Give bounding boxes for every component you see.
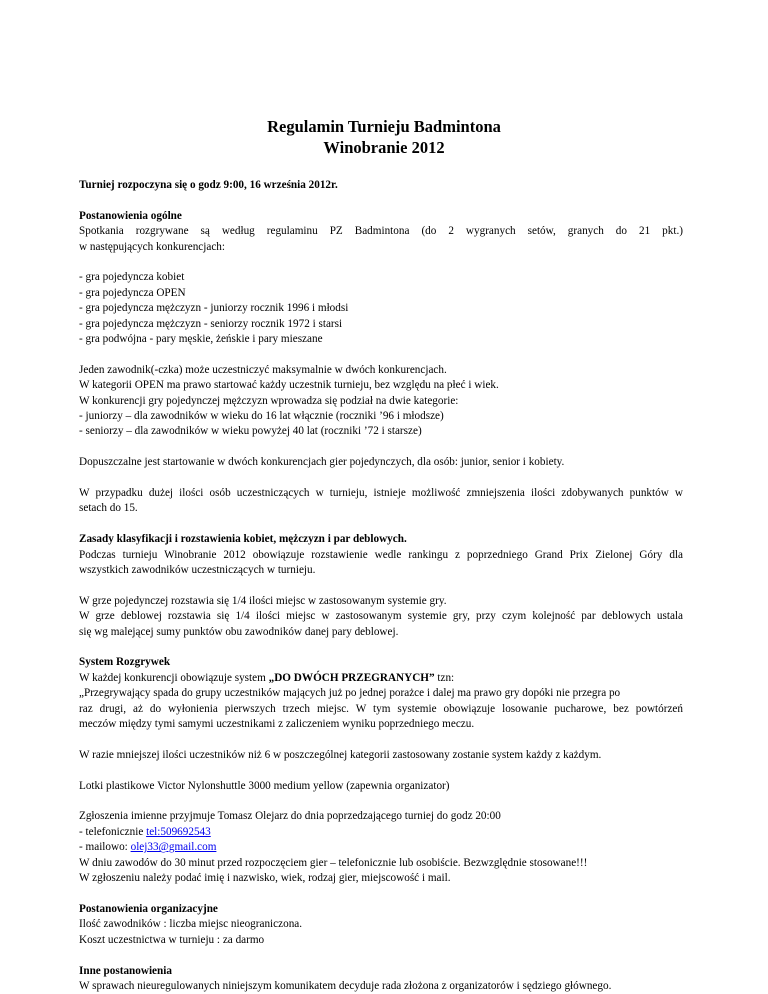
organization-fee: Koszt uczestnictwa w turnieju : za darmo [79,933,265,946]
phone-prefix: - telefonicznie [79,825,147,838]
registration-required: W zgłoszeniu należy podać imię i nazwisko, wiek, rodzaj gier, miejscowość i mail. [79,872,451,885]
rule-line: Jeden zawodnik(-czka) może uczestniczyć maksymalnie w dwóch konkurencjach. [79,363,447,376]
registration-same-day: W dniu zawodów do 30 minut przed rozpoczęciem gier – telefonicznie lub osobiście. Bezwzględnie stosowane!!! [79,856,588,869]
section-other [79,964,683,994]
registration-mail [79,840,683,855]
system-line-4: meczów między tymi samymi uczestnikami z zaliczeniem wyniku poprzedniego meczu. [79,718,475,731]
list-item: - gra pojedyncza OPEN [79,286,186,299]
general-intro-1: Spotkania rozgrywane są według regulaminu PZ Badmintona (do 2 wygranych setów, granych do 21 pkt.) [79,225,683,238]
document-title [0,116,768,158]
system-intro-suffix: tzn: [434,671,455,684]
section-registration [79,809,683,886]
points-line-1: W przypadku dużej ilości osób uczestniczących w turnieju, istnieje możliwość zmniejszenia ilości zdobywanych punktów w [79,487,683,500]
seeding-heading: Zasady klasyfikacji i rozstawienia kobiet, mężczyzn i par deblowych. [79,533,407,546]
title-line-1: Regulamin Turnieju Badmintona [267,117,501,136]
system-intro-prefix: W każdej konkurencji obowiązuje system [79,671,269,684]
general-heading: Postanowienia ogólne [79,209,182,222]
registration-phone [79,825,683,840]
email-link[interactable]: olej33@gmail.com [130,841,217,854]
general-intro-2: w następujących konkurencjach: [79,240,226,253]
section-system [79,655,683,732]
section-organization [79,902,683,948]
mail-prefix: - mailowo: [79,841,131,854]
seeding-rules [79,594,683,640]
system-line-2: „Przegrywający spada do grupy uczestników mających już po jednej porażce i dalej ma prawo gry dopóki nie przegra po [79,687,621,700]
title-line-2: Winobranie 2012 [323,138,445,157]
list-item: - gra pojedyncza mężczyzn - juniorzy rocznik 1996 i młodsi [79,302,349,315]
system-intro [79,671,683,686]
seeding-doubles-1: W grze deblowej rozstawia się 1/4 ilości miejsc w zastosowanym systemie gry, przy czym kolejność par deblowych ustala [79,610,683,623]
registration-line-1: Zgłoszenia imienne przyjmuje Tomasz Olejarz do dnia poprzedzającego turniej do godz 20:00 [79,810,501,823]
section-seeding [79,532,683,578]
category-list [79,270,683,347]
seeding-line-1: Podczas turnieju Winobranie 2012 obowiązuje rozstawienie wedle rankingu z poprzedniego Grand Prix Zielonej Góry dla [79,548,683,561]
small-categories-note: W razie mniejszej ilości uczestników niż 6 w poszczególnej kategorii zastosowany zostanie system każdy z każdym. [79,748,602,761]
double-start-note: Dopuszczalne jest startowanie w dwóch konkurencjach gier pojedynczych, dla osób: junior, senior i kobiety. [79,456,565,469]
rule-line: - seniorzy – dla zawodników w wieku powyżej 40 lat (roczniki ’72 i starsze) [79,425,422,438]
other-heading: Inne postanowienia [79,964,172,977]
document-body [79,178,683,994]
organization-limit: Ilość zawodników : liczba miejsc nieograniczona. [79,918,303,931]
other-text: W sprawach nieuregulowanych niniejszym komunikatem decyduje rada złożona z organizatorów i sędziego głównego. [79,979,612,992]
start-time: Turniej rozpoczyna się o godz 9:00, 16 września 2012r. [79,179,338,191]
system-line-3: raz drugi, aż do wyłonienia pierwszych trzech miejsc. W tym systemie obowiązuje losowanie pucharowe, bez powtórzeń [79,702,683,715]
seeding-singles: W grze pojedynczej rozstawia się 1/4 ilości miejsc w zastosowanym systemie gry. [79,594,447,607]
points-line-2: setach do 15. [79,502,138,515]
organization-heading: Postanowienia organizacyjne [79,902,218,915]
phone-link[interactable]: tel:509692543 [146,825,211,838]
list-item: - gra pojedyncza mężczyzn - seniorzy rocznik 1972 i starsi [79,317,343,330]
list-item: - gra pojedyncza kobiet [79,271,185,284]
points-note [79,486,683,517]
rule-line: W konkurencji gry pojedynczej mężczyzn wprowadza się podział na dwie kategorie: [79,394,459,407]
section-general [79,209,683,255]
rule-line: - juniorzy – dla zawodników w wieku do 16 lat włącznie (roczniki ’96 i młodsze) [79,410,444,423]
system-name: „DO DWÓCH PRZEGRANYCH” [268,671,435,684]
seeding-doubles-2: się wg malejącej sumy punktów obu zawodników danej pary deblowej. [79,625,399,638]
shuttles-note: Lotki plastikowe Victor Nylonshuttle 3000 medium yellow (zapewnia organizator) [79,779,450,792]
rule-line: W kategorii OPEN ma prawo startować każdy uczestnik turnieju, bez względu na płeć i wiek. [79,379,499,392]
system-heading: System Rozgrywek [79,656,171,669]
seeding-line-2: wszystkich zawodników uczestniczących w turnieju. [79,564,316,577]
general-rules [79,363,683,440]
list-item: - gra podwójna - pary męskie, żeńskie i pary mieszane [79,333,323,346]
